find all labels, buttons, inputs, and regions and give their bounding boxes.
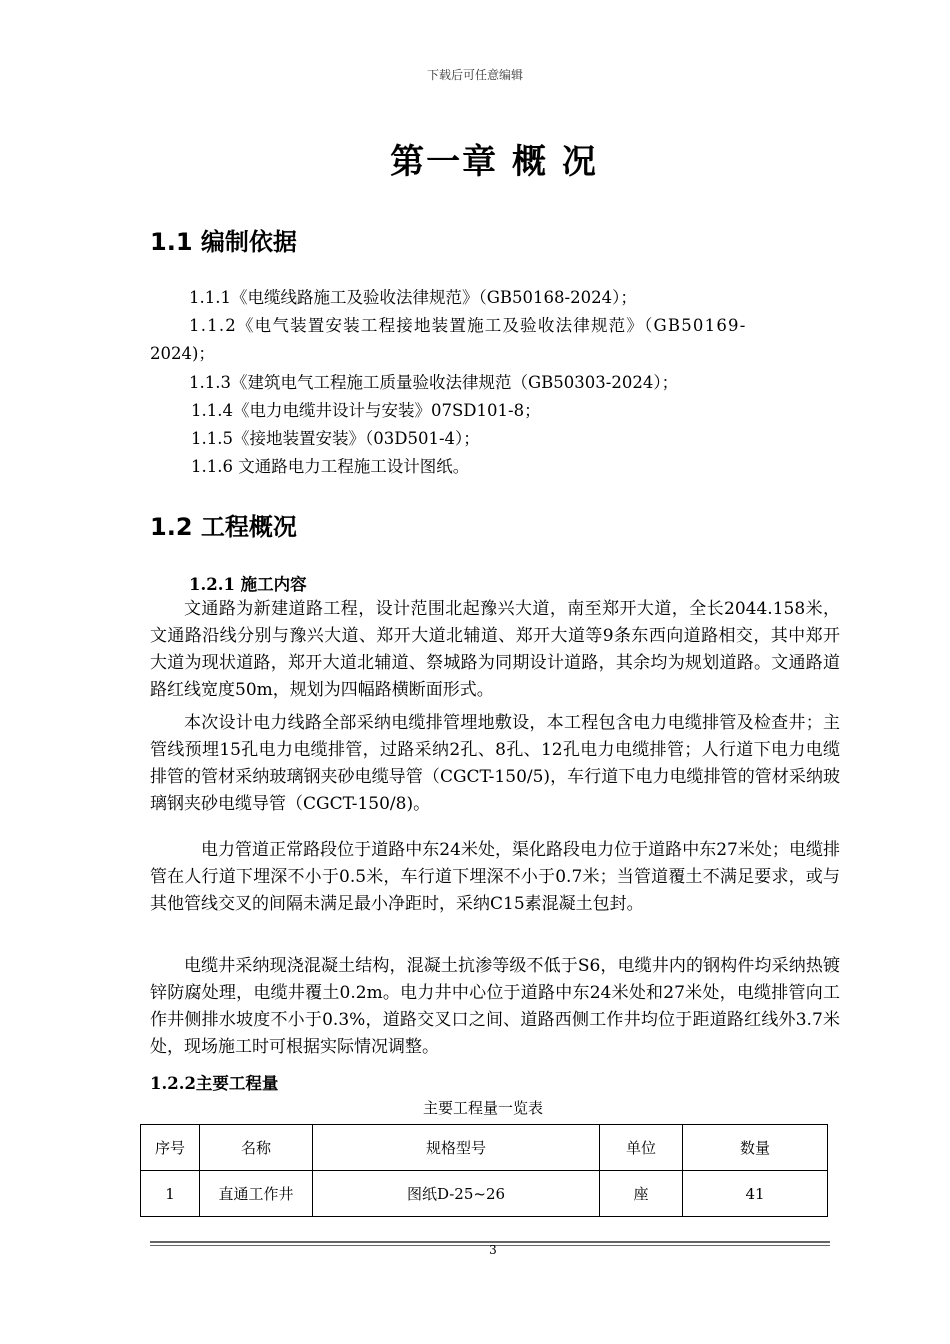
table-cell: 41	[683, 1171, 828, 1217]
subsection-heading-construction: 1.2.1 施工内容	[189, 575, 307, 594]
reference-item: 1.1.1《电缆线路施工及验收法律规范》（GB50168-2024）；	[189, 288, 637, 307]
reference-item: 1.1.4《电力电缆井设计与安装》07SD101-8；	[191, 401, 541, 420]
paragraph: 文通路为新建道路工程，设计范围北起豫兴大道，南至郑开大道，全长2044.158米，文通路沿线分别与豫兴大道、郑开大道北辅道、郑开大道等9条东西向道路相交，其中郑开大道为现状道路，郑开大道北辅道、祭城路为同期设计道路，其余均为规划道路。文通路道路红线宽度50m，规划为四幅路横断面形式。	[150, 599, 840, 700]
section-heading-basis: 1.1 编制依据	[150, 228, 297, 256]
paragraph: 电缆井采纳现浇混凝土结构，混凝土抗渗等级不低于S6，电缆井内的钢构件均采纳热镀锌防腐处理，电缆井覆土0.2m。电力井中心位于道路中东24米处和27米处，电缆排管向工作井侧排水坡度不小于0.3%，道路交叉口之间、道路西侧工作井均位于距道路红线外3.7米处，现场施工时可根据实际情况调整。	[150, 956, 840, 1057]
reference-item: 1.1.2《电气装置安装工程接地装置施工及验收法律规范》（GB50169-	[189, 316, 747, 335]
table-cell: 1	[141, 1171, 200, 1217]
chapter-title: 第一章 概 况	[390, 142, 598, 182]
table-row	[141, 1171, 828, 1217]
table-header-cell: 序号	[141, 1125, 200, 1171]
table-cell: 直通工作井	[200, 1171, 313, 1217]
table-header-cell: 规格型号	[313, 1125, 600, 1171]
table-header-cell: 名称	[200, 1125, 313, 1171]
table-header-cell: 数量	[683, 1125, 828, 1171]
subsection-heading-quantities: 1.2.2主要工程量	[150, 1074, 279, 1093]
section-heading-overview: 1.2 工程概况	[150, 513, 297, 541]
reference-item: 1.1.3《建筑电气工程施工质量验收法律规范（GB50303-2024）；	[189, 373, 679, 392]
reference-item-continued: 2024)；	[150, 344, 215, 363]
paragraph: 电力管道正常路段位于道路中东24米处，渠化路段电力位于道路中东27米处；电缆排管在人行道下埋深不小于0.5米，车行道下埋深不小于0.7米；当管道覆土不满足要求，或与其他管线交叉的间隔未满足最小净距时，采纳C15素混凝土包封。	[150, 840, 840, 914]
table-cell: 图纸D-25~26	[313, 1171, 600, 1217]
page-number: 3	[489, 1243, 497, 1257]
quantities-table	[140, 1124, 828, 1217]
table-cell: 座	[600, 1171, 683, 1217]
table-header-cell: 单位	[600, 1125, 683, 1171]
reference-item: 1.1.6 文通路电力工程施工设计图纸。	[191, 457, 470, 476]
table-caption: 主要工程量一览表	[422, 1099, 543, 1117]
reference-item: 1.1.5《接地装置安装》（03D501-4）；	[191, 429, 480, 448]
paragraph: 本次设计电力线路全部采纳电缆排管埋地敷设，本工程包含电力电缆排管及检查井；主管线预埋15孔电力电缆排管，过路采纳2孔、8孔、12孔电力电缆排管；人行道下电力电缆排管的管材采纳玻璃钢夹砂电缆导管（CGCT-150/5)，车行道下电力电缆排管的管材采纳玻璃钢夹砂电缆导管（CGCT-150/8)。	[150, 713, 840, 814]
table-header-row	[141, 1125, 828, 1171]
page-header: 下载后可任意编辑	[426, 68, 523, 82]
